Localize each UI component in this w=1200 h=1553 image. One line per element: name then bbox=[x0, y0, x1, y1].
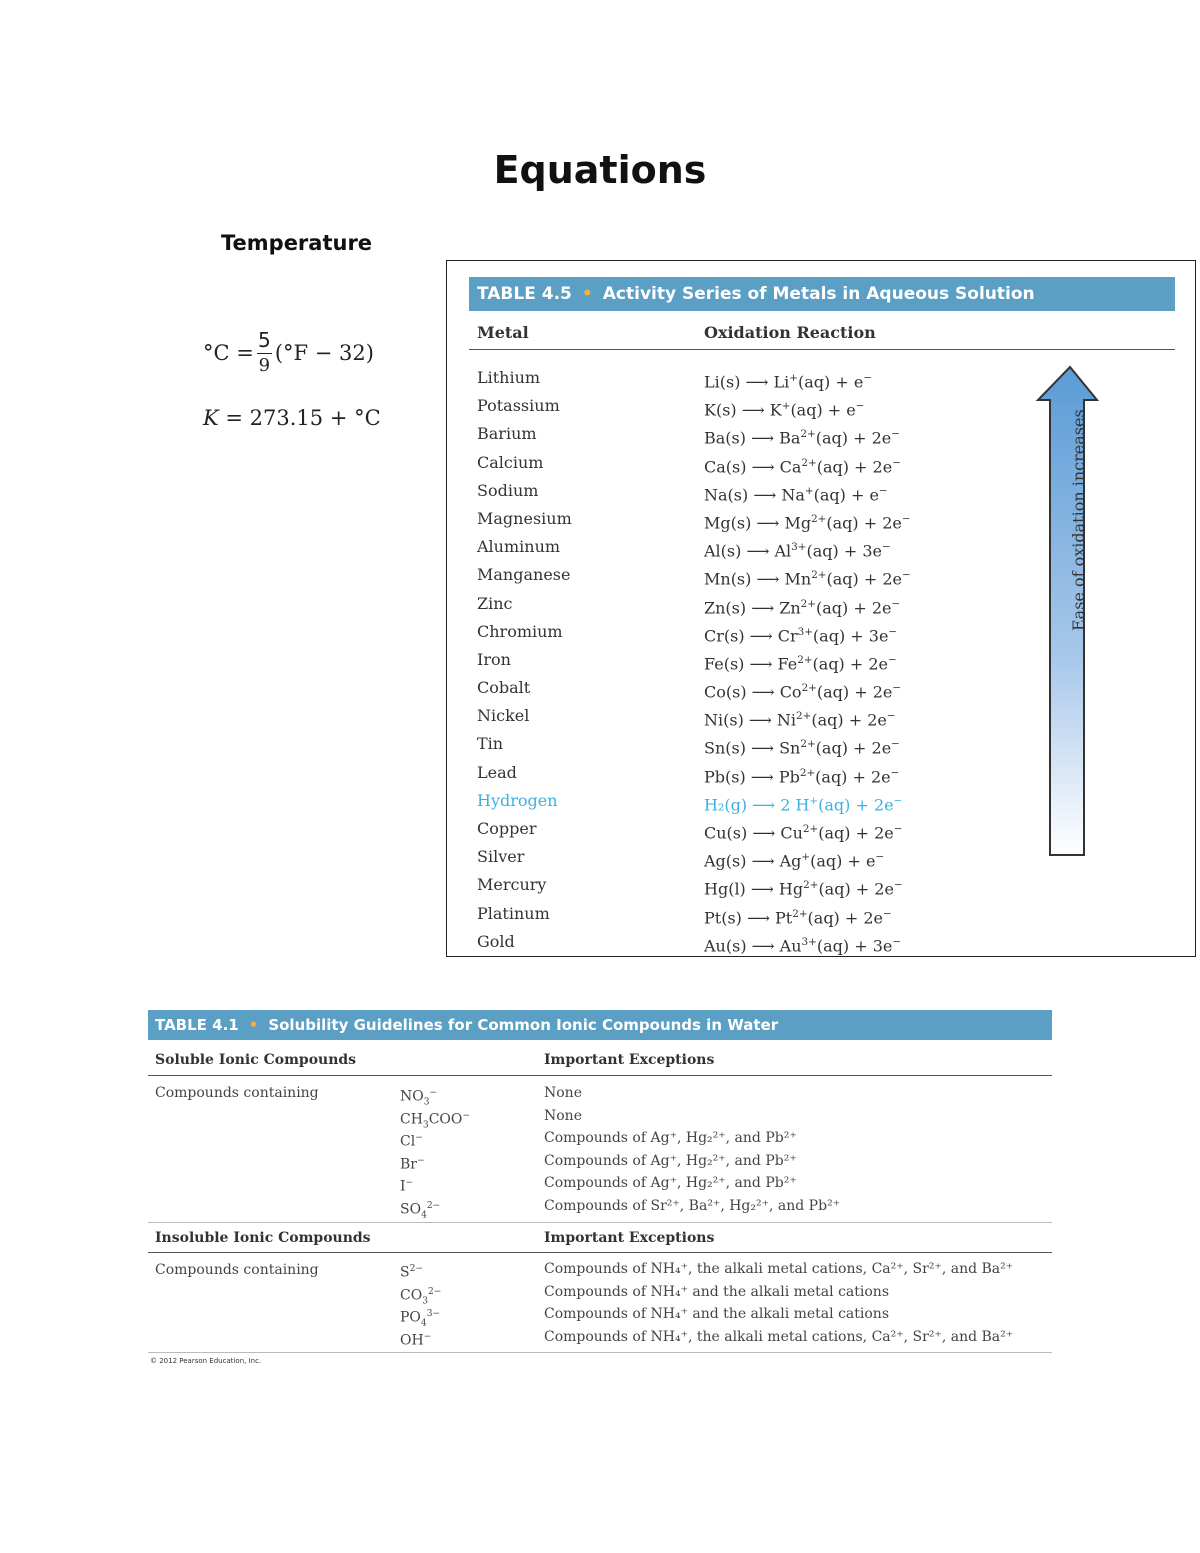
reaction-arrow-icon: ⟶ bbox=[747, 795, 781, 815]
bullet-icon: • bbox=[248, 1016, 259, 1034]
reactant: Zn(s) bbox=[704, 597, 747, 617]
ion-base: SO bbox=[400, 1201, 422, 1218]
ion-charge: 2+ bbox=[792, 907, 808, 920]
ion-base: Cl bbox=[400, 1133, 416, 1150]
product-ion: Ba bbox=[779, 428, 801, 448]
ion-charge: + bbox=[809, 794, 819, 807]
electrons: 2e bbox=[872, 682, 893, 702]
electrons: 2e bbox=[867, 710, 887, 730]
ion-formula bbox=[400, 1150, 470, 1173]
aqueous-state: (aq) + bbox=[826, 569, 883, 589]
product-ion: Au bbox=[779, 936, 802, 956]
ion-formula bbox=[400, 1105, 471, 1131]
metal-column-header: Metal bbox=[477, 323, 529, 342]
reaction-arrow-icon: ⟶ bbox=[743, 710, 777, 730]
celsius-equation bbox=[203, 330, 374, 375]
electrons: 2e bbox=[873, 795, 894, 815]
insoluble-exceptions-header: Important Exceptions bbox=[544, 1230, 715, 1246]
metal-name: Mercury bbox=[477, 875, 547, 895]
ion-charge: 2+ bbox=[800, 597, 816, 610]
reactant: Fe(s) bbox=[704, 654, 745, 674]
reactant: Pt(s) bbox=[704, 907, 742, 927]
oxidation-reaction bbox=[704, 900, 911, 928]
electrons: 2e bbox=[874, 823, 894, 843]
reactant: Li(s) bbox=[704, 372, 741, 392]
solubility-table-number: TABLE 4.1 bbox=[155, 1016, 239, 1034]
ion-charge: 2+ bbox=[803, 879, 819, 892]
aqueous-state: (aq) + bbox=[812, 654, 869, 674]
reactant: Co(s) bbox=[704, 682, 747, 702]
table-bottom-rule bbox=[148, 1352, 1052, 1353]
solubility-table-banner bbox=[148, 1010, 1052, 1040]
aqueous-state: (aq) + bbox=[810, 851, 866, 871]
exception-text: Compounds of Ag⁺, Hg₂²⁺, and Pb²⁺ bbox=[544, 1152, 797, 1169]
electron-charge: − bbox=[881, 541, 891, 554]
activity-table-number: TABLE 4.5 bbox=[477, 284, 572, 304]
ion-subscript: 4 bbox=[420, 1318, 427, 1329]
product-ion: Fe bbox=[777, 654, 798, 674]
electrons: 2e bbox=[871, 766, 891, 786]
reactant: Na(s) bbox=[704, 485, 749, 505]
reaction-arrow-icon: ⟶ bbox=[746, 936, 780, 956]
reactant: Hg(l) bbox=[704, 879, 746, 899]
oxidation-reaction bbox=[704, 618, 911, 646]
aqueous-state: (aq) + bbox=[816, 936, 873, 956]
activity-table-title: Activity Series of Metals in Aqueous Solution bbox=[602, 284, 1035, 304]
celsius-rhs: (°F − 32) bbox=[274, 340, 374, 365]
kelvin-rhs: = 273.15 + °C bbox=[225, 406, 381, 430]
ion-base: OH bbox=[400, 1332, 424, 1349]
ion-subscript: 3 bbox=[422, 1296, 428, 1307]
oxidation-reaction bbox=[704, 449, 911, 477]
electron-charge: − bbox=[892, 682, 902, 695]
ion-base: CH bbox=[400, 1111, 423, 1128]
reactant: Sn(s) bbox=[704, 738, 746, 758]
exception-text: Compounds of NH₄⁺ and the alkali metal cations bbox=[544, 1283, 890, 1300]
ion-base: S bbox=[400, 1264, 410, 1281]
soluble-compounds-label: Compounds containing bbox=[155, 1085, 319, 1101]
metal-name: Chromium bbox=[477, 621, 563, 641]
fraction-denominator: 9 bbox=[258, 355, 271, 376]
reaction-arrow-icon: ⟶ bbox=[745, 879, 779, 899]
oxidation-reaction bbox=[704, 928, 911, 956]
electron-charge: − bbox=[893, 823, 903, 835]
reactant: Mg(s) bbox=[704, 513, 752, 533]
electrons: 3e bbox=[872, 936, 893, 956]
metal-column bbox=[477, 364, 572, 956]
oxidation-reaction bbox=[704, 815, 911, 843]
reaction-arrow-icon: ⟶ bbox=[736, 400, 770, 420]
header-rule bbox=[469, 349, 1175, 350]
oxidation-reaction bbox=[704, 702, 911, 730]
ion-charge: 3+ bbox=[797, 625, 813, 638]
oxidation-reaction bbox=[704, 787, 911, 815]
ion-base: NO bbox=[400, 1088, 424, 1105]
ion-subscript: 3 bbox=[422, 1120, 429, 1131]
reaction-arrow-icon: ⟶ bbox=[744, 654, 778, 674]
reactant: Mn(s) bbox=[704, 569, 752, 589]
metal-name: Aluminum bbox=[477, 537, 561, 557]
oxidation-reaction bbox=[704, 364, 911, 392]
reactant: Cu(s) bbox=[704, 823, 748, 843]
insoluble-header-rule bbox=[148, 1252, 1052, 1253]
reaction-arrow-icon: ⟶ bbox=[751, 513, 785, 533]
ion-rest: COO bbox=[428, 1111, 463, 1128]
ion-formula bbox=[400, 1127, 470, 1150]
oxidation-reaction bbox=[704, 590, 911, 618]
product-ion: Na bbox=[781, 485, 805, 505]
reactant: Cr(s) bbox=[704, 626, 745, 646]
aqueous-state: (aq) + bbox=[815, 428, 872, 448]
exception-text: None bbox=[544, 1107, 582, 1124]
metal-name: Calcium bbox=[477, 452, 544, 472]
exception-text: Compounds of NH₄⁺, the alkali metal cations, Ca²⁺, Sr²⁺, and Ba²⁺ bbox=[544, 1261, 1014, 1277]
metal-name: Platinum bbox=[477, 903, 550, 923]
celsius-lhs: °C = bbox=[203, 340, 254, 365]
metal-name: Barium bbox=[477, 424, 537, 444]
product-ion: Sn bbox=[779, 738, 801, 758]
electrons: e bbox=[853, 372, 864, 392]
product-ion: Pb bbox=[778, 766, 800, 786]
ion-charge: − bbox=[423, 1331, 432, 1342]
ion-subscript: 4 bbox=[421, 1210, 427, 1221]
electron-charge: − bbox=[892, 935, 902, 948]
oxidation-reaction bbox=[704, 871, 911, 899]
electrons: 2e bbox=[874, 879, 894, 899]
reaction-arrow-icon: ⟶ bbox=[740, 372, 774, 392]
metal-name: Silver bbox=[477, 847, 525, 867]
ion-charge: 2+ bbox=[796, 710, 812, 723]
ion-charge: 2+ bbox=[801, 456, 817, 469]
metal-name: Manganese bbox=[477, 565, 571, 585]
insoluble-header: Insoluble Ionic Compounds bbox=[155, 1230, 371, 1246]
arrow-label: Ease of oxidation increases bbox=[1069, 409, 1088, 631]
aqueous-state: (aq) + bbox=[798, 372, 854, 392]
aqueous-state: (aq) + bbox=[816, 682, 873, 702]
oxidation-reaction bbox=[704, 646, 911, 674]
product-ion: Co bbox=[779, 682, 802, 702]
reaction-arrow-icon: ⟶ bbox=[746, 597, 780, 617]
aqueous-state: (aq) + bbox=[818, 795, 874, 815]
five-ninths-fraction bbox=[257, 330, 272, 375]
ion-subscript: 3 bbox=[423, 1097, 430, 1108]
reaction-arrow-icon: ⟶ bbox=[745, 766, 779, 786]
metal-name: Zinc bbox=[477, 593, 513, 613]
electron-charge: − bbox=[855, 400, 865, 413]
ion-charge: + bbox=[781, 400, 791, 413]
activity-table-banner bbox=[469, 277, 1175, 311]
soluble-exceptions-list bbox=[544, 1082, 840, 1218]
electron-charge: − bbox=[891, 428, 900, 441]
product-ion: Pt bbox=[775, 907, 793, 927]
electrons: e bbox=[846, 400, 856, 420]
reaction-column-header: Oxidation Reaction bbox=[704, 323, 876, 342]
exception-text: Compounds of Ag⁺, Hg₂²⁺, and Pb²⁺ bbox=[544, 1130, 797, 1147]
metal-name: Lead bbox=[477, 762, 517, 782]
product-ion: Cu bbox=[780, 823, 803, 843]
aqueous-state: (aq) + bbox=[812, 626, 869, 646]
ion-charge: 2+ bbox=[799, 766, 816, 779]
electrons: 2e bbox=[882, 513, 902, 533]
aqueous-state: (aq) + bbox=[811, 710, 868, 730]
electrons: e bbox=[869, 485, 879, 505]
ion-charge: 2+ bbox=[801, 682, 817, 695]
insoluble-ions-list bbox=[400, 1258, 441, 1348]
reaction-arrow-icon: ⟶ bbox=[746, 456, 780, 476]
insoluble-exceptions-list bbox=[544, 1258, 1013, 1348]
electron-charge: − bbox=[891, 597, 901, 610]
reaction-arrow-icon: ⟶ bbox=[747, 823, 781, 843]
ion-charge: 2+ bbox=[800, 428, 816, 441]
kelvin-var: K bbox=[203, 406, 219, 430]
aqueous-state: (aq) + bbox=[818, 879, 875, 899]
electrons: e bbox=[865, 851, 876, 871]
aqueous-state: (aq) + bbox=[806, 541, 863, 561]
electron-charge: − bbox=[890, 766, 900, 779]
electron-charge: − bbox=[883, 907, 892, 920]
product-ion: Li bbox=[773, 372, 790, 392]
metal-name: Nickel bbox=[477, 706, 530, 726]
insoluble-compounds-label: Compounds containing bbox=[155, 1262, 319, 1278]
ion-charge: − bbox=[416, 1155, 425, 1166]
electron-charge: − bbox=[893, 879, 903, 892]
electron-charge: − bbox=[888, 653, 897, 666]
aqueous-state: (aq) + bbox=[815, 597, 872, 617]
product-ion: Ca bbox=[779, 456, 802, 476]
product-ion: Al bbox=[774, 541, 792, 561]
electron-charge: − bbox=[891, 738, 900, 751]
metal-name: Magnesium bbox=[477, 508, 572, 528]
ion-charge: − bbox=[405, 1178, 414, 1189]
product-ion: Ag bbox=[779, 851, 802, 871]
fraction-bar bbox=[257, 353, 272, 354]
ion-base: I bbox=[400, 1179, 406, 1196]
aqueous-state: (aq) + bbox=[826, 513, 883, 533]
electron-charge: − bbox=[902, 569, 911, 582]
electron-charge: − bbox=[878, 484, 888, 497]
reactant: Al(s) bbox=[704, 541, 742, 561]
ion-formula bbox=[400, 1326, 441, 1349]
oxidation-reaction bbox=[704, 561, 911, 589]
ion-charge: − bbox=[415, 1133, 423, 1144]
product-ion: Zn bbox=[779, 597, 801, 617]
soluble-exceptions-header: Important Exceptions bbox=[544, 1052, 715, 1068]
page-title: Equations bbox=[493, 148, 707, 192]
reaction-arrow-icon: ⟶ bbox=[741, 907, 775, 927]
soluble-ions-list bbox=[400, 1082, 471, 1221]
ion-charge: 3+ bbox=[791, 541, 807, 554]
soluble-header-rule bbox=[148, 1075, 1052, 1076]
ion-charge: 2+ bbox=[811, 512, 827, 525]
aqueous-state: (aq) + bbox=[790, 400, 847, 420]
metal-name: Copper bbox=[477, 819, 537, 838]
reaction-arrow-icon: ⟶ bbox=[748, 485, 782, 505]
ion-charge: + bbox=[801, 851, 811, 864]
ion-charge: − bbox=[429, 1088, 438, 1098]
aqueous-state: (aq) + bbox=[818, 823, 875, 843]
reaction-arrow-icon: ⟶ bbox=[746, 851, 780, 871]
product-ion: Cr bbox=[777, 626, 798, 646]
oxidation-reaction bbox=[704, 392, 911, 420]
oxidation-reaction bbox=[704, 477, 911, 505]
electrons: 3e bbox=[868, 626, 889, 646]
reactant: Pb(s) bbox=[704, 766, 746, 786]
ion-base: Br bbox=[400, 1156, 417, 1173]
oxidation-reaction bbox=[704, 505, 911, 533]
electrons: 2e bbox=[863, 907, 884, 927]
reactant: Au(s) bbox=[704, 936, 747, 956]
ion-formula bbox=[400, 1195, 470, 1221]
metal-name: Potassium bbox=[477, 396, 560, 416]
ion-base: PO bbox=[400, 1309, 421, 1326]
ion-charge: 2− bbox=[409, 1264, 423, 1274]
electron-charge: − bbox=[875, 851, 885, 864]
exception-text: Compounds of Sr²⁺, Ba²⁺, Hg₂²⁺, and Pb²⁺ bbox=[544, 1197, 841, 1214]
aqueous-state: (aq) + bbox=[807, 907, 864, 927]
ion-charge: − bbox=[462, 1110, 471, 1121]
oxidation-reaction bbox=[704, 759, 911, 787]
fraction-numerator: 5 bbox=[257, 328, 271, 352]
activity-series-table bbox=[446, 260, 1196, 957]
bullet-icon: • bbox=[581, 284, 593, 304]
oxidation-reaction bbox=[704, 420, 911, 448]
aqueous-state: (aq) + bbox=[815, 738, 872, 758]
electron-charge: − bbox=[893, 794, 903, 807]
ion-charge: + bbox=[789, 372, 799, 384]
ion-charge: 3− bbox=[426, 1309, 441, 1320]
ion-formula bbox=[400, 1258, 441, 1281]
ion-charge: 2+ bbox=[797, 653, 813, 666]
electrons: 2e bbox=[872, 456, 893, 476]
ion-formula bbox=[400, 1172, 470, 1195]
product-ion: K bbox=[769, 400, 782, 420]
oxidation-reaction bbox=[704, 533, 911, 561]
exception-text: Compounds of NH₄⁺, the alkali metal cations, Ca²⁺, Sr²⁺, and Ba²⁺ bbox=[544, 1328, 1014, 1345]
solubility-table-title: Solubility Guidelines for Common Ionic Compounds in Water bbox=[268, 1016, 779, 1034]
reactant: Ni(s) bbox=[704, 710, 744, 730]
product-ion: Hg bbox=[778, 879, 804, 899]
reaction-arrow-icon: ⟶ bbox=[745, 738, 780, 758]
oxidation-reaction bbox=[704, 730, 911, 758]
metal-name: Tin bbox=[477, 734, 504, 754]
product-ion: Ni bbox=[776, 710, 797, 730]
metal-name: Gold bbox=[477, 931, 515, 951]
electrons: 2e bbox=[871, 428, 892, 448]
metal-name: Lithium bbox=[477, 368, 541, 387]
oxidation-reaction bbox=[704, 843, 911, 871]
reaction-arrow-icon: ⟶ bbox=[746, 682, 780, 702]
ion-charge: 2− bbox=[426, 1200, 441, 1211]
kelvin-equation bbox=[203, 406, 381, 430]
ion-charge: + bbox=[804, 484, 814, 497]
product-ion: 2 H bbox=[780, 795, 810, 815]
ion-charge: 2+ bbox=[811, 569, 827, 582]
electrons: 2e bbox=[871, 597, 892, 617]
product-ion: Mn bbox=[784, 569, 812, 589]
reaction-arrow-icon: ⟶ bbox=[751, 569, 785, 589]
aqueous-state: (aq) + bbox=[816, 456, 873, 476]
section-divider bbox=[148, 1222, 1052, 1223]
reaction-arrow-icon: ⟶ bbox=[744, 626, 778, 646]
metal-name: Iron bbox=[477, 649, 511, 669]
copyright-note: © 2012 Pearson Education, Inc. bbox=[150, 1357, 262, 1365]
ion-formula bbox=[400, 1082, 470, 1108]
ion-charge: 2+ bbox=[800, 738, 816, 751]
ion-formula bbox=[400, 1281, 442, 1307]
reaction-arrow-icon: ⟶ bbox=[746, 428, 780, 448]
oxidation-reaction bbox=[704, 674, 911, 702]
electron-charge: − bbox=[863, 372, 873, 384]
electrons: 2e bbox=[882, 569, 903, 589]
reaction-arrow-icon: ⟶ bbox=[741, 541, 775, 561]
exception-text: Compounds of Ag⁺, Hg₂²⁺, and Pb²⁺ bbox=[544, 1175, 797, 1192]
product-ion: Mg bbox=[784, 513, 812, 533]
metal-name: Hydrogen bbox=[477, 790, 558, 810]
aqueous-state: (aq) + bbox=[813, 485, 870, 505]
electrons: 3e bbox=[862, 541, 882, 561]
ion-formula bbox=[400, 1303, 441, 1329]
reactant: H₂(g) bbox=[704, 795, 748, 815]
ion-charge: 2+ bbox=[802, 823, 819, 835]
electron-charge: − bbox=[901, 512, 911, 525]
metal-name: Cobalt bbox=[477, 678, 531, 698]
exception-text: Compounds of NH₄⁺ and the alkali metal cations bbox=[544, 1306, 890, 1323]
electron-charge: − bbox=[892, 456, 901, 469]
temperature-heading: Temperature bbox=[221, 231, 373, 255]
ion-charge: 2− bbox=[428, 1286, 442, 1297]
exception-text: None bbox=[544, 1085, 582, 1101]
electron-charge: − bbox=[886, 710, 896, 723]
reactant: Ca(s) bbox=[704, 456, 747, 476]
soluble-header: Soluble Ionic Compounds bbox=[155, 1052, 357, 1068]
metal-name: Sodium bbox=[477, 480, 539, 500]
electrons: 2e bbox=[871, 738, 892, 758]
ion-charge: 3+ bbox=[801, 935, 817, 948]
reactant: K(s) bbox=[704, 400, 737, 420]
aqueous-state: (aq) + bbox=[815, 766, 871, 786]
ion-base: CO bbox=[400, 1287, 423, 1304]
electron-charge: − bbox=[888, 625, 898, 638]
electrons: 2e bbox=[868, 654, 889, 674]
reactant: Ag(s) bbox=[704, 851, 747, 871]
reactant: Ba(s) bbox=[704, 428, 746, 448]
reaction-column bbox=[704, 364, 911, 956]
